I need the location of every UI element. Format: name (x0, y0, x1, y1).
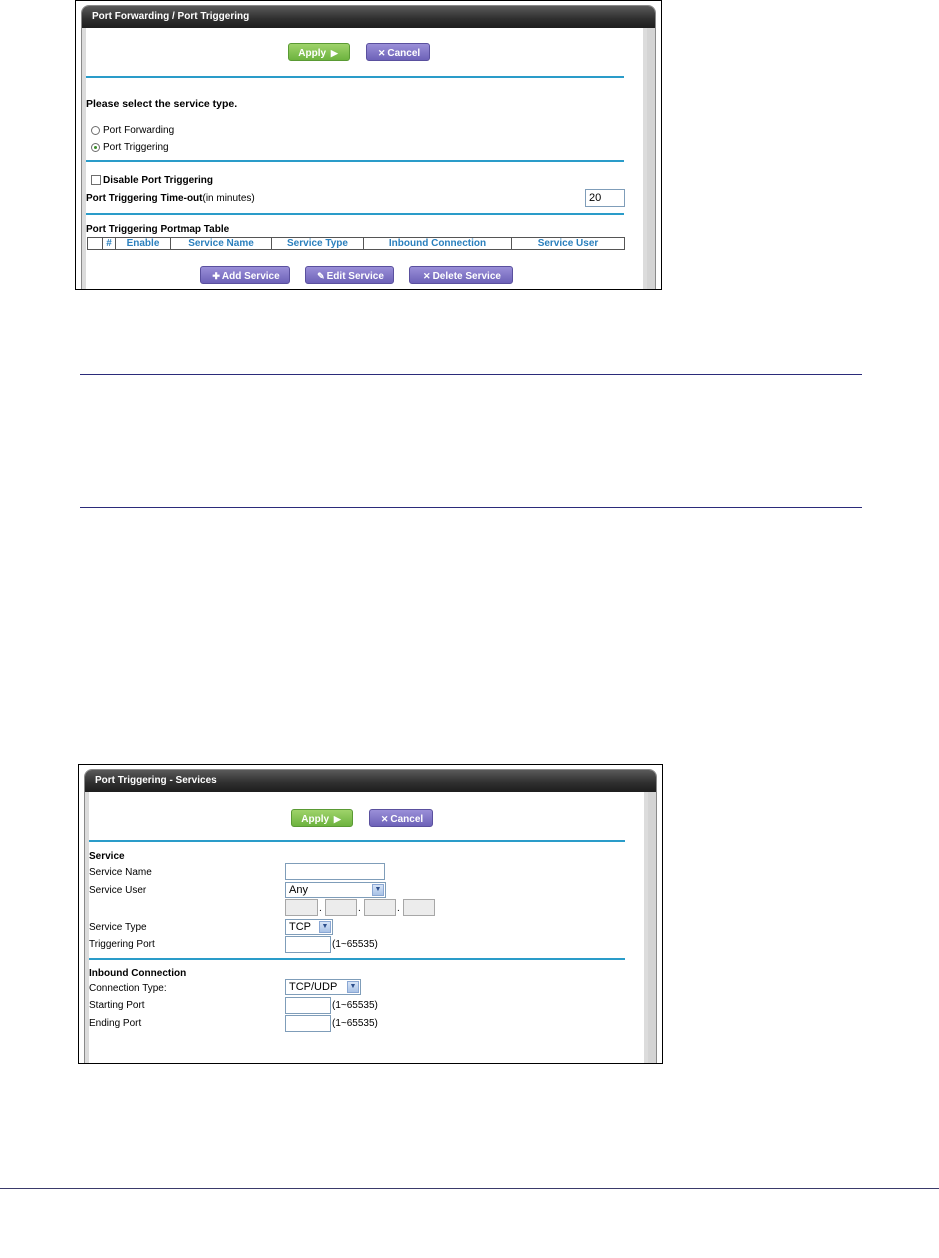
radio-port-forwarding-label: Port Forwarding (103, 125, 175, 136)
ip-dot: . (358, 903, 361, 914)
scrollbar[interactable] (648, 792, 656, 1063)
close-icon: ✕ (380, 814, 389, 824)
close-icon: ✕ (423, 271, 431, 281)
service-user-label: Service User (89, 885, 147, 896)
ip-octet-1[interactable] (285, 899, 318, 916)
column-header-service-user: Service User (512, 238, 625, 250)
service-type-label: Service Type (89, 922, 147, 933)
scrollbar[interactable] (647, 28, 655, 289)
service-type-select[interactable] (285, 919, 333, 935)
note-top-rule (80, 374, 862, 375)
timeout-label (86, 193, 255, 204)
radio-port-triggering[interactable] (91, 143, 100, 152)
column-header-enable: Enable (116, 238, 171, 250)
service-user-select[interactable] (285, 882, 386, 898)
ending-port-range-hint: (1~65535) (332, 1018, 378, 1029)
port-forwarding-panel (75, 0, 662, 290)
ending-port-label: Ending Port (89, 1018, 142, 1029)
ip-dot: . (397, 903, 400, 914)
edit-service-button[interactable] (305, 266, 394, 284)
panel-frame (84, 769, 657, 1063)
chevron-down-icon: ▼ (347, 981, 359, 993)
ip-octet-4[interactable] (403, 899, 435, 916)
column-header-select (88, 238, 103, 250)
service-name-input[interactable] (285, 863, 385, 880)
service-name-label: Service Name (89, 867, 152, 878)
portmap-table (87, 237, 625, 250)
ip-dot: . (319, 903, 322, 914)
service-heading: Service (89, 851, 125, 862)
ip-octet-3[interactable] (364, 899, 396, 916)
triggering-port-range-hint: (1~65535) (332, 939, 378, 950)
connection-type-value: TCP/UDP (289, 981, 338, 993)
radio-port-forwarding[interactable] (91, 126, 100, 135)
add-service-label: Add Service (221, 271, 280, 282)
footer-rule (0, 1188, 939, 1189)
divider (86, 213, 624, 215)
connection-type-select[interactable] (285, 979, 361, 995)
pencil-icon: ✎ (317, 271, 325, 281)
divider (89, 840, 625, 842)
play-icon: ▶ (333, 814, 341, 824)
panel-title: Port Triggering - Services (85, 770, 656, 792)
port-triggering-services-panel (78, 764, 663, 1064)
delete-service-button[interactable] (409, 266, 513, 284)
chevron-down-icon: ▼ (372, 884, 384, 896)
service-type-value: TCP (289, 921, 311, 933)
edit-service-label: Edit Service (326, 271, 384, 282)
starting-port-range-hint: (1~65535) (332, 1000, 378, 1011)
disable-port-triggering-checkbox[interactable] (91, 175, 101, 185)
radio-port-triggering-label: Port Triggering (103, 142, 169, 153)
plus-icon: ✚ (212, 271, 220, 281)
divider (89, 958, 625, 960)
timeout-input[interactable] (585, 189, 625, 207)
column-header-inbound-connection: Inbound Connection (364, 238, 512, 250)
service-user-value: Any (289, 884, 308, 896)
cancel-label: Cancel (390, 814, 424, 825)
timeout-label-suffix: (in minutes) (202, 193, 255, 204)
starting-port-input[interactable] (285, 997, 331, 1014)
column-header-number: # (103, 238, 116, 250)
add-service-button[interactable] (200, 266, 290, 284)
delete-service-label: Delete Service (432, 271, 501, 282)
panel-body (82, 28, 647, 289)
apply-button[interactable] (291, 809, 353, 827)
service-type-prompt: Please select the service type. (86, 98, 238, 110)
panel-frame (81, 5, 656, 289)
apply-label: Apply (298, 48, 327, 59)
disable-port-triggering-label: Disable Port Triggering (103, 175, 214, 186)
close-icon: ✕ (377, 48, 386, 58)
column-header-service-type: Service Type (272, 238, 364, 250)
cancel-button[interactable] (366, 43, 430, 61)
inbound-connection-heading: Inbound Connection (89, 968, 187, 979)
column-header-service-name: Service Name (171, 238, 272, 250)
timeout-label-bold: Port Triggering Time-out (86, 193, 203, 204)
panel-body (85, 792, 648, 1063)
panel-title: Port Forwarding / Port Triggering (82, 6, 655, 28)
table-header-row (88, 238, 625, 250)
cancel-label: Cancel (387, 48, 421, 59)
ip-octet-2[interactable] (325, 899, 357, 916)
portmap-table-title: Port Triggering Portmap Table (86, 224, 230, 235)
triggering-port-input[interactable] (285, 936, 331, 953)
triggering-port-label: Triggering Port (89, 939, 155, 950)
starting-port-label: Starting Port (89, 1000, 145, 1011)
divider (86, 160, 624, 162)
ending-port-input[interactable] (285, 1015, 331, 1032)
connection-type-label: Connection Type: (89, 983, 167, 994)
cancel-button[interactable] (369, 809, 433, 827)
divider (86, 76, 624, 78)
apply-label: Apply (301, 814, 330, 825)
apply-button[interactable] (288, 43, 350, 61)
chevron-down-icon: ▼ (319, 921, 331, 933)
play-icon: ▶ (330, 48, 338, 58)
note-bottom-rule (80, 507, 862, 508)
